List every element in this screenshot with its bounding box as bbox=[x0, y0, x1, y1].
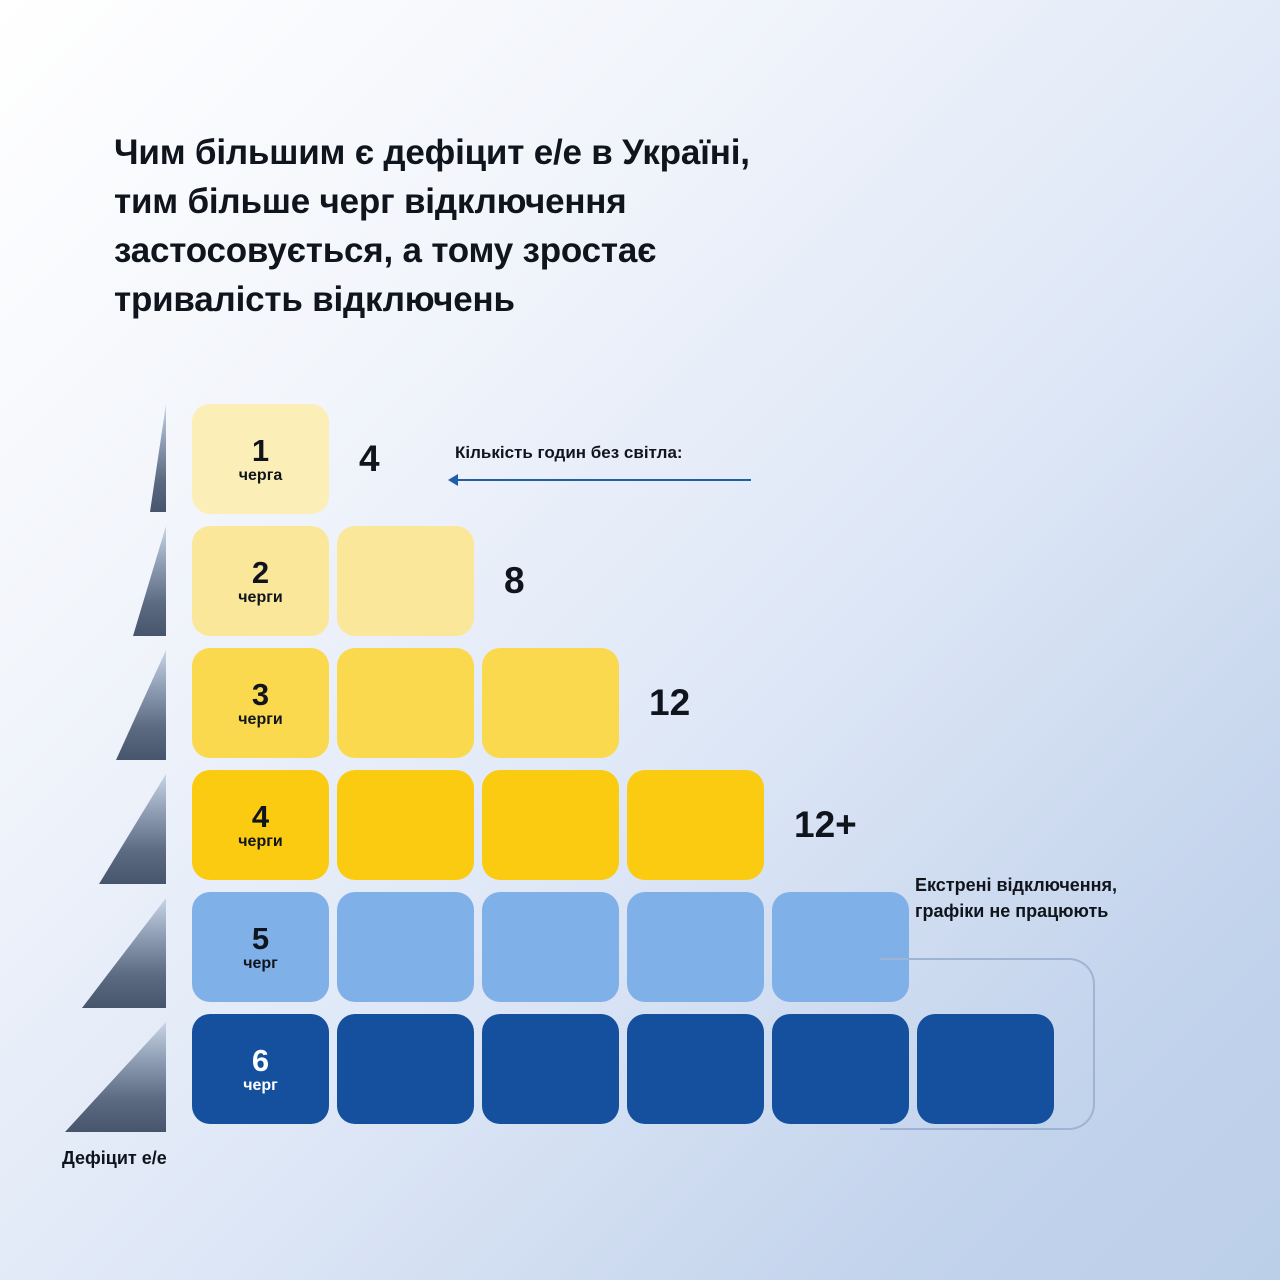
hours-legend bbox=[455, 443, 785, 486]
hours-value-2: 8 bbox=[504, 560, 525, 601]
queue-count-4: 4 bbox=[251, 798, 270, 834]
hours-value-4: 12+ bbox=[794, 804, 857, 845]
block-6-3 bbox=[482, 1014, 619, 1124]
deficit-triangle-icon bbox=[62, 404, 182, 1144]
block-2-2 bbox=[337, 526, 474, 636]
queue-count-1: 1 bbox=[251, 432, 270, 468]
emergency-note bbox=[915, 872, 1215, 924]
queue-count-2: 2 bbox=[251, 554, 270, 590]
emergency-note-line-1: Екстрені відключення, bbox=[915, 875, 1118, 895]
queue-label-cell-4 bbox=[192, 770, 329, 880]
queue-word-4: черги bbox=[238, 832, 283, 850]
hours-value-3: 12 bbox=[649, 682, 691, 723]
block-4-3 bbox=[482, 770, 619, 880]
block-6-2 bbox=[337, 1014, 474, 1124]
table-row bbox=[192, 648, 690, 758]
title-line-1: Чим більшим є дефіцит е/е в Україні, bbox=[114, 133, 750, 172]
table-row bbox=[192, 770, 857, 880]
queue-word-3: черги bbox=[238, 710, 283, 728]
emergency-bracket bbox=[880, 958, 1095, 1130]
hours-legend-label: Кількість годин без світла: bbox=[455, 443, 683, 462]
queue-count-6: 6 bbox=[251, 1042, 270, 1078]
block-5-3 bbox=[482, 892, 619, 1002]
hours-value-1: 4 bbox=[359, 438, 380, 479]
block-6-4 bbox=[627, 1014, 764, 1124]
table-row bbox=[192, 404, 380, 514]
queue-word-1: черга bbox=[238, 466, 283, 484]
legend-arrow-icon bbox=[455, 474, 785, 486]
block-4-2 bbox=[337, 770, 474, 880]
queue-label-cell-2 bbox=[192, 526, 329, 636]
queue-word-6: черг bbox=[243, 1076, 278, 1094]
block-3-2 bbox=[337, 648, 474, 758]
table-row bbox=[192, 892, 909, 1002]
queue-label-cell-3 bbox=[192, 648, 329, 758]
block-4-4 bbox=[627, 770, 764, 880]
table-row bbox=[192, 526, 525, 636]
queue-word-2: черги bbox=[238, 588, 283, 606]
queue-count-5: 5 bbox=[251, 920, 270, 956]
queue-count-3: 3 bbox=[251, 676, 270, 712]
title-line-4: тривалість відключень bbox=[114, 280, 515, 319]
queue-word-5: черг bbox=[243, 954, 278, 972]
queue-label-cell-5 bbox=[192, 892, 329, 1002]
block-5-4 bbox=[627, 892, 764, 1002]
block-3-3 bbox=[482, 648, 619, 758]
deficit-axis-label: Дефіцит е/е bbox=[62, 1148, 167, 1168]
title-line-3: застосовується, а тому зростає bbox=[114, 231, 657, 270]
emergency-note-line-2: графіки не працюють bbox=[915, 901, 1109, 921]
block-5-2 bbox=[337, 892, 474, 1002]
title-line-2: тим більше черг відключення bbox=[114, 182, 627, 221]
queue-label-cell-1 bbox=[192, 404, 329, 514]
queue-label-cell-6 bbox=[192, 1014, 329, 1124]
